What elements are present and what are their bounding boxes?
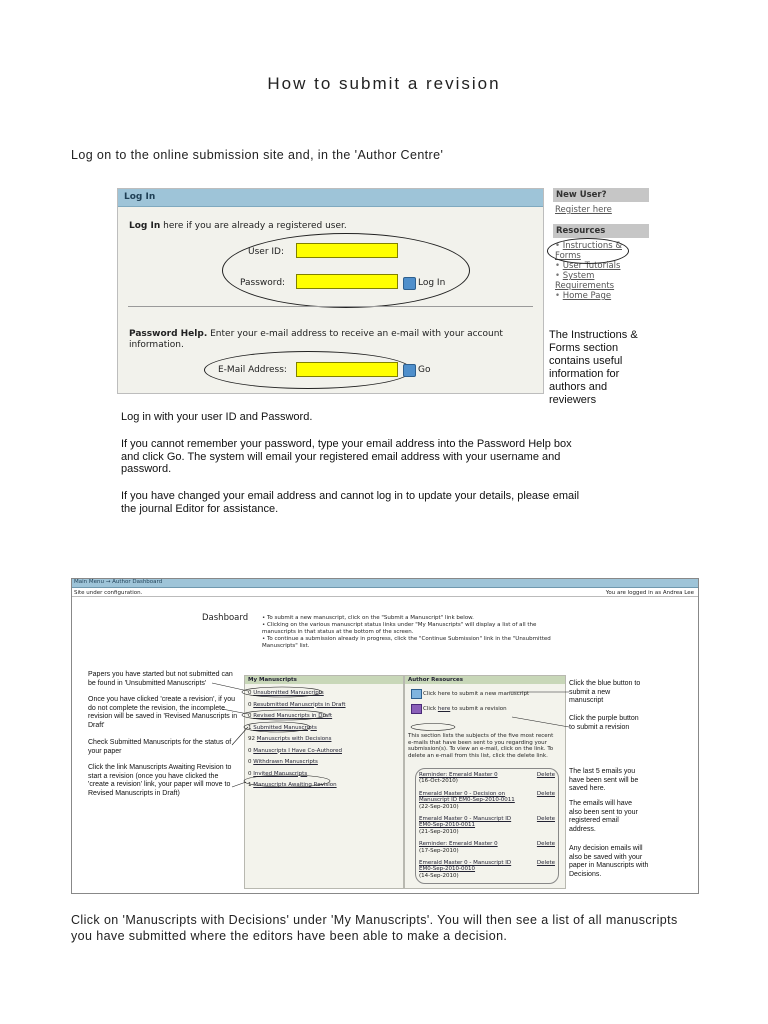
email-label: E-Mail Address: xyxy=(218,365,287,375)
new-user-header: New User? xyxy=(553,188,649,202)
delete-link[interactable]: Delete xyxy=(536,860,555,867)
resource-item: • Home Page xyxy=(555,291,612,301)
login-header: Log In xyxy=(118,189,543,207)
submit-revision-link[interactable]: here xyxy=(437,706,451,712)
decisions-link[interactable]: Manuscripts with Decisions xyxy=(256,736,332,742)
site-status: Site under configuration. xyxy=(74,590,143,596)
delete-link[interactable]: Delete xyxy=(536,816,555,823)
email-subject[interactable]: Emerald Master 0 - Manuscript ID EM0-Sep-2010-0010 xyxy=(419,860,512,873)
callout-ellipse xyxy=(242,687,322,697)
password-help-bold: Password Help. xyxy=(129,329,208,339)
submit-new-link[interactable]: Click here to submit a new manuscript xyxy=(423,691,530,697)
paragraph-2: If you cannot remember your password, type your email address into the Password Help box and click Go. The system will email your registered email address with your username and password. xyxy=(121,438,572,475)
login-panel xyxy=(117,188,544,394)
coauthored-link[interactable]: Manuscripts I Have Co-Authored xyxy=(253,747,342,754)
dashboard-screenshot xyxy=(71,578,699,894)
leader-line xyxy=(212,683,248,691)
bullet-item: • Clicking on the various manuscript status links under "My Manuscripts" will display a list of all the manuscripts in that status at the bottom of the screen. xyxy=(262,622,537,635)
instructions-link[interactable]: Instructions & Forms xyxy=(555,241,622,261)
callout-ellipse xyxy=(244,722,310,732)
bullet-text: To continue a submission already in progress, click the "Continue Submission" link in the "Unsubmitted Manuscripts" list. xyxy=(262,636,551,649)
count: 92 xyxy=(248,736,255,742)
bullet-text: Clicking on the various manuscript status links under "My Manuscripts" will display a list of all the manuscripts in that status at the bottom of the screen. xyxy=(262,622,537,635)
resource-item: • System Requirements xyxy=(555,271,615,291)
count: 1 xyxy=(248,782,252,788)
password-help-text xyxy=(129,329,529,351)
count: 0 xyxy=(248,690,252,696)
awaiting-revision-link[interactable]: Manuscripts Awaiting Revision xyxy=(253,782,337,788)
revised-draft-link[interactable]: Revised Manuscripts in Draft xyxy=(253,713,333,719)
password-label: Password: xyxy=(240,278,286,288)
withdrawn-link[interactable]: Withdrawn Manuscripts xyxy=(253,759,318,765)
leader-line xyxy=(232,782,246,787)
home-link[interactable]: Home Page xyxy=(562,291,612,301)
bottom-text: Click on 'Manuscripts with Decisions' under 'My Manuscripts'. You will then see a list of all manuscripts you have submitted where the editors have been able to make a decision. xyxy=(71,913,678,943)
email-date: (14-Sep-2010) xyxy=(419,872,459,879)
count: 0 xyxy=(248,770,252,777)
note-blue-button: Click the blue button to submit a new manuscript xyxy=(569,680,641,704)
note-unsubmitted: Papers you have started but not submitted can be found in 'Unsubmitted Manuscripts' xyxy=(88,671,233,687)
leader-line xyxy=(232,727,248,745)
email-subject[interactable]: Reminder: Emerald Master 0 xyxy=(419,841,498,848)
callout-ellipse xyxy=(411,724,455,731)
author-resources-header: Author Resources xyxy=(405,676,565,684)
note-last-emails: The last 5 emails you have been sent will be saved here. xyxy=(569,768,639,792)
side-note: The Instructions & Forms section contains useful information for authors and reviewers xyxy=(549,329,638,406)
note-awaiting-revision: Click the link Manuscripts Awaiting Revision to start a revision (once you have clicked the 'create a revision' link, your paper will move to Revised Manuscripts in Draft) xyxy=(88,764,232,797)
email-date: (21-Sep-2010) xyxy=(419,828,459,835)
register-link[interactable]: Register here xyxy=(555,205,612,215)
instructions-ellipse xyxy=(547,238,629,264)
email-go-icon[interactable] xyxy=(403,364,416,377)
delete-link[interactable]: Delete xyxy=(536,790,555,797)
leader-line xyxy=(512,717,569,727)
email-date: (22-Sep-2010) xyxy=(419,803,459,810)
callout-ellipse xyxy=(244,775,330,787)
login-bold: Log In xyxy=(129,221,161,231)
login-go-icon[interactable] xyxy=(403,277,416,290)
note-purple-button: Click the purple button to submit a revision xyxy=(569,715,639,731)
tutorials-link[interactable]: User Tutorials xyxy=(562,261,621,271)
email-date: (16-Oct-2010) xyxy=(419,778,458,785)
login-instruction xyxy=(129,221,347,231)
go-button[interactable]: Go xyxy=(418,365,431,375)
count: 1 xyxy=(248,724,252,731)
leader-line xyxy=(222,709,248,714)
divider xyxy=(128,306,533,307)
resource-item: • User Tutorials xyxy=(555,261,621,271)
email-subject[interactable]: Emerald Master 0 - Decision on Manuscript ID EM0-Sep-2010-0011 xyxy=(419,790,515,804)
callout-lines xyxy=(72,579,698,893)
bullet-text: To submit a new manuscript, click on the "Submit a Manuscript" link below. xyxy=(267,615,474,621)
login-rest: here if you are already a registered user. xyxy=(160,221,347,231)
dashboard-heading: Dashboard xyxy=(202,613,249,623)
callout-ellipse xyxy=(242,710,326,720)
count: 0 xyxy=(248,713,252,719)
delete-link[interactable]: Delete xyxy=(536,772,555,778)
invited-link[interactable]: Invited Manuscripts xyxy=(253,770,308,777)
my-manuscripts-header: My Manuscripts xyxy=(245,676,403,684)
requirements-link[interactable]: System Requirements xyxy=(555,271,615,291)
resources-header: Resources xyxy=(553,224,649,238)
count: 0 xyxy=(248,759,252,765)
user-id-label: User ID: xyxy=(248,247,284,257)
email-date: (17-Sep-2010) xyxy=(419,847,459,854)
password-help-rest: Enter your e-mail address to receive an e-mail with your account information. xyxy=(129,329,503,350)
note-submitted: Check Submitted Manuscripts for the status of your paper xyxy=(88,739,232,755)
submit-revision-pre: Click xyxy=(423,706,438,712)
breadcrumb[interactable]: Main Menu → Author Dashboard xyxy=(74,579,163,585)
bullet-item: • To continue a submission already in progress, click the "Continue Submission" link in the "Unsubmitted Manuscripts" list. xyxy=(262,636,551,649)
email-input[interactable] xyxy=(296,362,398,377)
count: 0 xyxy=(248,701,252,708)
logged-in-text: You are logged in as Andrea Lee xyxy=(605,590,694,596)
resubmitted-draft-link[interactable]: Resubmitted Manuscripts in Draft xyxy=(253,701,346,708)
bullet-item: • To submit a new manuscript, click on the "Submit a Manuscript" link below. xyxy=(262,615,474,621)
count: 0 xyxy=(248,747,252,754)
email-subject[interactable]: Emerald Master 0 - Manuscript ID EM0-Sep-2010-0011 xyxy=(419,816,512,829)
submitted-link[interactable]: Submitted Manuscripts xyxy=(253,724,317,731)
delete-link[interactable]: Delete xyxy=(536,841,555,848)
login-button[interactable]: Log In xyxy=(418,278,446,288)
user-id-input[interactable] xyxy=(296,243,398,258)
emails-intro: This section lists the subjects of the five most recent e-mails that have been sent to you regarding your submission(s). To view an e-mail, click on the link. To delete an e-mail from this list, click the delete link. xyxy=(408,733,554,759)
unsubmitted-link[interactable]: Unsubmitted Manuscripts xyxy=(253,690,324,696)
intro-text: Log on to the online submission site and, in the 'Author Centre' xyxy=(71,148,444,162)
paragraph-3: If you have changed your email address and cannot log in to update your details, please email the journal Editor for assistance. xyxy=(121,490,580,515)
page-title: How to submit a revision xyxy=(267,74,501,93)
paragraph-1: Log in with your user ID and Password. xyxy=(121,411,313,423)
note-revised-draft: Once you have clicked 'create a revision', if you do not complete the revision, the incomplete revision will be saved in 'Revised Manuscripts in Draft' xyxy=(88,696,238,729)
submit-revision-post: to submit a revision xyxy=(450,706,507,712)
password-input[interactable] xyxy=(296,274,398,289)
note-registered-email: The emails will have also been sent to your registered email address. xyxy=(569,800,638,833)
email-subject[interactable]: Reminder: Emerald Master 0 xyxy=(419,772,498,778)
resource-item: • Instructions & Forms xyxy=(555,241,622,261)
note-decision-emails: Any decision emails will also be saved with your paper in Manuscripts with Decisions. xyxy=(569,845,649,878)
